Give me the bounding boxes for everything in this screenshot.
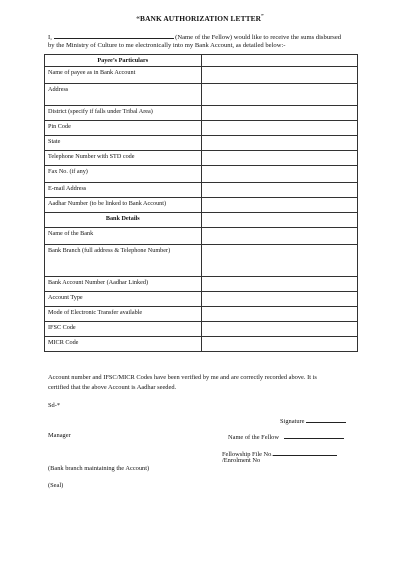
field-state-label: State bbox=[45, 136, 202, 151]
certification-line-2: certified that the above Account is Aadhar seeded. bbox=[48, 384, 177, 391]
field-bank-name-label: Name of the Bank bbox=[45, 228, 202, 245]
document-title bbox=[0, 14, 400, 23]
enrolment-label: /Enrolment No bbox=[222, 457, 261, 464]
intro-prefix: I, bbox=[48, 34, 52, 41]
field-account-type-input[interactable] bbox=[201, 292, 358, 307]
field-fax-input[interactable] bbox=[201, 166, 358, 183]
field-email-label: E-mail Address bbox=[45, 183, 202, 198]
heading-blank-cell bbox=[201, 55, 358, 67]
field-district-label: District (specify if falls under Tribal Area) bbox=[45, 106, 202, 121]
field-telephone-label: Telephone Number with STD code bbox=[45, 151, 202, 166]
bank-details-form bbox=[44, 54, 358, 352]
signature-blank[interactable] bbox=[306, 416, 346, 423]
field-bank-name-input[interactable] bbox=[201, 228, 358, 245]
field-email-input[interactable] bbox=[201, 183, 358, 198]
title-closing-mark: ” bbox=[261, 14, 264, 20]
certification-line-1: Account number and IFSC/MICR Codes have been verified by me and are correctly recorded above. It is bbox=[48, 374, 317, 381]
field-micr-label: MICR Code bbox=[45, 337, 202, 352]
field-payee-name-label: Name of payee as in Bank Account bbox=[45, 67, 202, 84]
intro-line-2: by the Ministry of Culture to me electronically into my Bank Account, as detailed below:- bbox=[48, 42, 286, 49]
bank-section-heading: Bank Details bbox=[45, 213, 202, 228]
fellowship-file-line[interactable] bbox=[273, 449, 337, 456]
fellowship-label: Fellowship File No. bbox=[222, 451, 273, 458]
fellow-name-row bbox=[228, 432, 344, 441]
field-account-number-input[interactable] bbox=[201, 277, 358, 292]
field-pin-code-input[interactable] bbox=[201, 121, 358, 136]
field-aadhar-input[interactable] bbox=[201, 198, 358, 213]
sd-mark: Sd-* bbox=[48, 402, 61, 409]
field-telephone-input[interactable] bbox=[201, 151, 358, 166]
bank-branch-note: (Bank branch maintaining the Account) bbox=[48, 465, 150, 472]
field-fax-label: Fax No. (if any) bbox=[45, 166, 202, 183]
field-micr-input[interactable] bbox=[201, 337, 358, 352]
field-address-input[interactable] bbox=[201, 84, 358, 106]
title-text: “BANK AUTHORIZATION LETTER bbox=[136, 14, 262, 23]
fellow-name-label: Name of the Fellow bbox=[228, 434, 279, 441]
bank-heading-blank-cell bbox=[201, 213, 358, 228]
field-account-type-label: Account Type bbox=[45, 292, 202, 307]
field-account-number-label: Bank Account Number (Aadhar Linked) bbox=[45, 277, 202, 292]
intro-line-1 bbox=[48, 32, 341, 41]
field-bank-branch-label: Bank Branch (full address & Telephone Number) bbox=[45, 245, 202, 277]
field-bank-branch-input[interactable] bbox=[201, 245, 358, 277]
field-state-input[interactable] bbox=[201, 136, 358, 151]
field-payee-name-input[interactable] bbox=[201, 67, 358, 84]
payee-section-heading: Payee’s Particulars bbox=[45, 55, 202, 67]
fellow-name-line[interactable] bbox=[284, 432, 344, 439]
field-transfer-mode-input[interactable] bbox=[201, 307, 358, 322]
field-aadhar-label: Aadhar Number (to be linked to Bank Account) bbox=[45, 198, 202, 213]
field-pin-code-label: Pin Code bbox=[45, 121, 202, 136]
field-ifsc-input[interactable] bbox=[201, 322, 358, 337]
seal-label: (Seal) bbox=[48, 482, 64, 489]
fellow-name-blank[interactable] bbox=[54, 32, 174, 39]
intro-line-1-text: (Name of the Fellow) would like to receive the sums disbursed bbox=[175, 34, 342, 41]
field-address-label: Address bbox=[45, 84, 202, 106]
manager-label: Manager bbox=[48, 432, 71, 439]
signature-row bbox=[280, 416, 346, 425]
signature-label: Signature bbox=[280, 418, 305, 425]
field-district-input[interactable] bbox=[201, 106, 358, 121]
field-ifsc-label: IFSC Code bbox=[45, 322, 202, 337]
field-transfer-mode-label: Mode of Electronic Transfer available bbox=[45, 307, 202, 322]
